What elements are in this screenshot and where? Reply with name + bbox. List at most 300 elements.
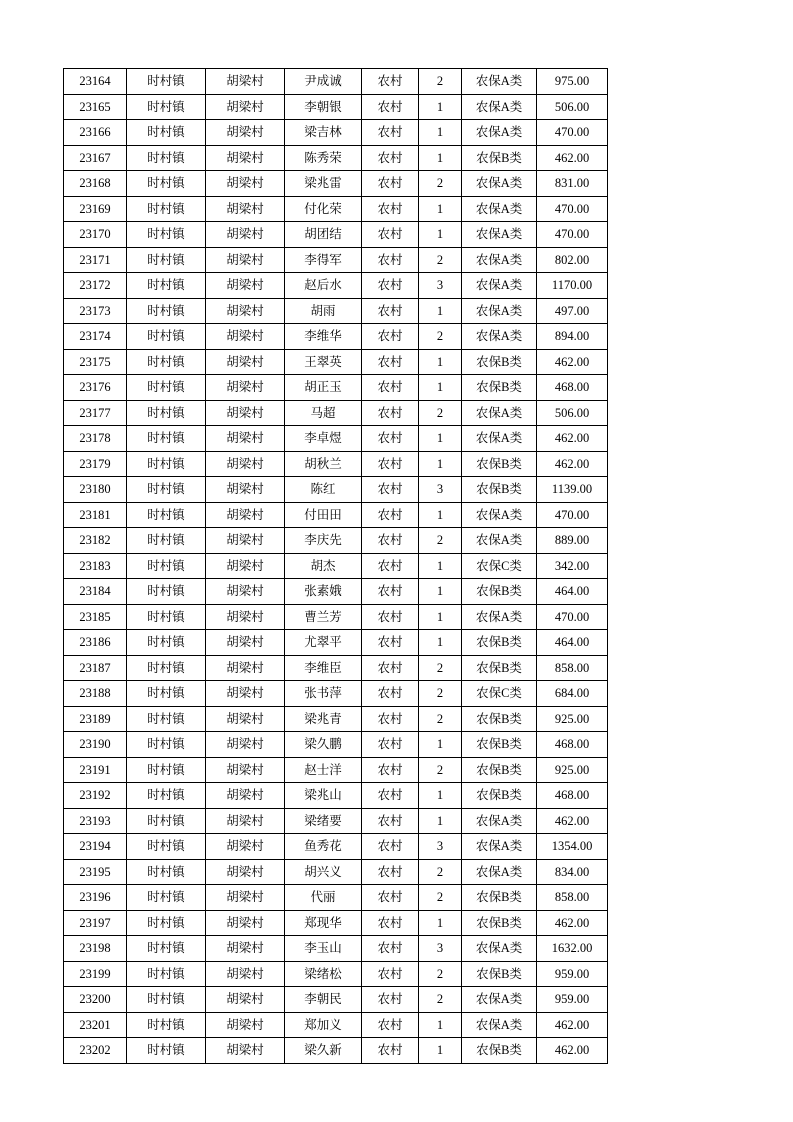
- cell-household-type: 农村: [362, 681, 419, 707]
- cell-amount: 464.00: [537, 630, 608, 656]
- cell-town: 时村镇: [127, 757, 206, 783]
- cell-household-type: 农村: [362, 961, 419, 987]
- table-row: [64, 936, 608, 962]
- cell-amount: 959.00: [537, 987, 608, 1013]
- cell-name: 陈红: [285, 477, 362, 503]
- cell-name: 李维臣: [285, 655, 362, 681]
- cell-amount: 497.00: [537, 298, 608, 324]
- cell-household-type: 农村: [362, 400, 419, 426]
- cell-household-type: 农村: [362, 987, 419, 1013]
- cell-category: 农保B类: [462, 375, 537, 401]
- cell-category: 农保B类: [462, 783, 537, 809]
- cell-person-count: 1: [419, 375, 462, 401]
- cell-amount: 470.00: [537, 222, 608, 248]
- cell-category: 农保B类: [462, 655, 537, 681]
- cell-amount: 470.00: [537, 196, 608, 222]
- cell-village: 胡梁村: [206, 426, 285, 452]
- cell-person-count: 2: [419, 859, 462, 885]
- cell-id: 23179: [64, 451, 127, 477]
- table-row: [64, 477, 608, 503]
- cell-household-type: 农村: [362, 222, 419, 248]
- table-row: [64, 655, 608, 681]
- cell-category: 农保A类: [462, 1012, 537, 1038]
- cell-name: 王翠英: [285, 349, 362, 375]
- cell-category: 农保A类: [462, 604, 537, 630]
- cell-household-type: 农村: [362, 936, 419, 962]
- cell-id: 23184: [64, 579, 127, 605]
- cell-name: 胡雨: [285, 298, 362, 324]
- cell-id: 23200: [64, 987, 127, 1013]
- table-row: [64, 247, 608, 273]
- cell-village: 胡梁村: [206, 910, 285, 936]
- cell-household-type: 农村: [362, 145, 419, 171]
- cell-amount: 462.00: [537, 451, 608, 477]
- cell-name: 胡正玉: [285, 375, 362, 401]
- cell-category: 农保C类: [462, 681, 537, 707]
- cell-town: 时村镇: [127, 222, 206, 248]
- cell-town: 时村镇: [127, 1038, 206, 1064]
- cell-person-count: 1: [419, 502, 462, 528]
- cell-name: 李得军: [285, 247, 362, 273]
- cell-person-count: 2: [419, 885, 462, 911]
- cell-category: 农保A类: [462, 987, 537, 1013]
- cell-town: 时村镇: [127, 655, 206, 681]
- cell-person-count: 2: [419, 655, 462, 681]
- cell-town: 时村镇: [127, 171, 206, 197]
- cell-amount: 831.00: [537, 171, 608, 197]
- cell-household-type: 农村: [362, 477, 419, 503]
- cell-household-type: 农村: [362, 196, 419, 222]
- cell-name: 梁绪松: [285, 961, 362, 987]
- cell-amount: 858.00: [537, 885, 608, 911]
- cell-category: 农保B类: [462, 579, 537, 605]
- cell-town: 时村镇: [127, 502, 206, 528]
- cell-id: 23181: [64, 502, 127, 528]
- cell-town: 时村镇: [127, 349, 206, 375]
- cell-id: 23190: [64, 732, 127, 758]
- cell-name: 马超: [285, 400, 362, 426]
- cell-category: 农保A类: [462, 528, 537, 554]
- cell-id: 23186: [64, 630, 127, 656]
- table-row: [64, 400, 608, 426]
- table-row: [64, 604, 608, 630]
- cell-id: 23182: [64, 528, 127, 554]
- cell-id: 23189: [64, 706, 127, 732]
- cell-name: 李庆先: [285, 528, 362, 554]
- cell-town: 时村镇: [127, 451, 206, 477]
- table-row: [64, 757, 608, 783]
- cell-town: 时村镇: [127, 834, 206, 860]
- cell-amount: 925.00: [537, 757, 608, 783]
- cell-category: 农保A类: [462, 400, 537, 426]
- table-row: [64, 528, 608, 554]
- cell-category: 农保A类: [462, 502, 537, 528]
- cell-household-type: 农村: [362, 349, 419, 375]
- cell-category: 农保B类: [462, 1038, 537, 1064]
- cell-village: 胡梁村: [206, 757, 285, 783]
- table-row: [64, 502, 608, 528]
- cell-amount: 468.00: [537, 375, 608, 401]
- cell-village: 胡梁村: [206, 630, 285, 656]
- cell-person-count: 2: [419, 987, 462, 1013]
- cell-village: 胡梁村: [206, 987, 285, 1013]
- table-row: [64, 1012, 608, 1038]
- cell-person-count: 1: [419, 426, 462, 452]
- cell-household-type: 农村: [362, 298, 419, 324]
- cell-person-count: 1: [419, 145, 462, 171]
- cell-id: 23176: [64, 375, 127, 401]
- cell-village: 胡梁村: [206, 222, 285, 248]
- cell-name: 李维华: [285, 324, 362, 350]
- cell-household-type: 农村: [362, 324, 419, 350]
- cell-category: 农保A类: [462, 196, 537, 222]
- cell-name: 李玉山: [285, 936, 362, 962]
- cell-id: 23195: [64, 859, 127, 885]
- table-row: [64, 553, 608, 579]
- cell-name: 尤翠平: [285, 630, 362, 656]
- cell-household-type: 农村: [362, 630, 419, 656]
- cell-name: 尹成诚: [285, 69, 362, 95]
- cell-id: 23168: [64, 171, 127, 197]
- cell-amount: 1354.00: [537, 834, 608, 860]
- cell-village: 胡梁村: [206, 655, 285, 681]
- cell-category: 农保A类: [462, 120, 537, 146]
- table-row: [64, 859, 608, 885]
- cell-person-count: 2: [419, 757, 462, 783]
- cell-person-count: 2: [419, 171, 462, 197]
- table-row: [64, 834, 608, 860]
- cell-name: 张素娥: [285, 579, 362, 605]
- cell-id: 23193: [64, 808, 127, 834]
- cell-village: 胡梁村: [206, 171, 285, 197]
- cell-household-type: 农村: [362, 502, 419, 528]
- cell-village: 胡梁村: [206, 375, 285, 401]
- cell-amount: 959.00: [537, 961, 608, 987]
- cell-village: 胡梁村: [206, 885, 285, 911]
- cell-person-count: 1: [419, 604, 462, 630]
- cell-category: 农保A类: [462, 324, 537, 350]
- cell-person-count: 1: [419, 783, 462, 809]
- cell-name: 胡杰: [285, 553, 362, 579]
- cell-amount: 858.00: [537, 655, 608, 681]
- cell-person-count: 1: [419, 910, 462, 936]
- cell-village: 胡梁村: [206, 681, 285, 707]
- cell-village: 胡梁村: [206, 502, 285, 528]
- cell-town: 时村镇: [127, 477, 206, 503]
- cell-person-count: 2: [419, 400, 462, 426]
- cell-id: 23187: [64, 655, 127, 681]
- cell-id: 23167: [64, 145, 127, 171]
- cell-id: 23198: [64, 936, 127, 962]
- cell-person-count: 1: [419, 196, 462, 222]
- cell-category: 农保B类: [462, 961, 537, 987]
- cell-village: 胡梁村: [206, 859, 285, 885]
- cell-amount: 889.00: [537, 528, 608, 554]
- cell-amount: 462.00: [537, 808, 608, 834]
- cell-person-count: 1: [419, 120, 462, 146]
- cell-person-count: 3: [419, 834, 462, 860]
- table-row: [64, 298, 608, 324]
- table-row: [64, 579, 608, 605]
- table-row: [64, 196, 608, 222]
- cell-household-type: 农村: [362, 528, 419, 554]
- table-row: [64, 426, 608, 452]
- cell-id: 23194: [64, 834, 127, 860]
- cell-amount: 470.00: [537, 120, 608, 146]
- table-row: [64, 1038, 608, 1064]
- cell-household-type: 农村: [362, 834, 419, 860]
- table-row: [64, 349, 608, 375]
- cell-village: 胡梁村: [206, 273, 285, 299]
- cell-town: 时村镇: [127, 885, 206, 911]
- cell-category: 农保C类: [462, 553, 537, 579]
- cell-amount: 464.00: [537, 579, 608, 605]
- cell-household-type: 农村: [362, 579, 419, 605]
- table-row: [64, 273, 608, 299]
- cell-category: 农保B类: [462, 757, 537, 783]
- cell-amount: 462.00: [537, 910, 608, 936]
- cell-category: 农保B类: [462, 349, 537, 375]
- table-row: [64, 222, 608, 248]
- cell-village: 胡梁村: [206, 783, 285, 809]
- table-row: [64, 783, 608, 809]
- cell-id: 23191: [64, 757, 127, 783]
- cell-household-type: 农村: [362, 859, 419, 885]
- cell-category: 农保B类: [462, 630, 537, 656]
- cell-id: 23172: [64, 273, 127, 299]
- cell-name: 李朝民: [285, 987, 362, 1013]
- cell-name: 李朝银: [285, 94, 362, 120]
- cell-category: 农保A类: [462, 808, 537, 834]
- cell-category: 农保A类: [462, 859, 537, 885]
- table-row: [64, 120, 608, 146]
- cell-id: 23175: [64, 349, 127, 375]
- cell-name: 梁吉林: [285, 120, 362, 146]
- cell-amount: 684.00: [537, 681, 608, 707]
- cell-household-type: 农村: [362, 910, 419, 936]
- table-row: [64, 171, 608, 197]
- table-row: [64, 706, 608, 732]
- cell-category: 农保A类: [462, 273, 537, 299]
- cell-village: 胡梁村: [206, 69, 285, 95]
- table-body: [64, 69, 608, 1064]
- table-row: [64, 451, 608, 477]
- cell-village: 胡梁村: [206, 1012, 285, 1038]
- cell-person-count: 1: [419, 94, 462, 120]
- beneficiary-table: [63, 68, 608, 1064]
- cell-person-count: 1: [419, 298, 462, 324]
- cell-household-type: 农村: [362, 426, 419, 452]
- cell-amount: 462.00: [537, 1038, 608, 1064]
- cell-town: 时村镇: [127, 630, 206, 656]
- cell-category: 农保B类: [462, 732, 537, 758]
- table-row: [64, 885, 608, 911]
- cell-category: 农保B类: [462, 910, 537, 936]
- cell-household-type: 农村: [362, 69, 419, 95]
- cell-village: 胡梁村: [206, 94, 285, 120]
- cell-town: 时村镇: [127, 426, 206, 452]
- cell-id: 23173: [64, 298, 127, 324]
- table-row: [64, 961, 608, 987]
- cell-village: 胡梁村: [206, 247, 285, 273]
- cell-name: 代丽: [285, 885, 362, 911]
- cell-village: 胡梁村: [206, 579, 285, 605]
- cell-town: 时村镇: [127, 604, 206, 630]
- cell-village: 胡梁村: [206, 400, 285, 426]
- cell-person-count: 1: [419, 579, 462, 605]
- cell-village: 胡梁村: [206, 196, 285, 222]
- cell-amount: 506.00: [537, 94, 608, 120]
- cell-town: 时村镇: [127, 196, 206, 222]
- cell-name: 梁兆雷: [285, 171, 362, 197]
- cell-town: 时村镇: [127, 987, 206, 1013]
- cell-household-type: 农村: [362, 885, 419, 911]
- cell-name: 郑现华: [285, 910, 362, 936]
- cell-household-type: 农村: [362, 1012, 419, 1038]
- cell-amount: 468.00: [537, 732, 608, 758]
- cell-amount: 1632.00: [537, 936, 608, 962]
- cell-id: 23170: [64, 222, 127, 248]
- table-row: [64, 375, 608, 401]
- cell-person-count: 1: [419, 732, 462, 758]
- cell-household-type: 农村: [362, 808, 419, 834]
- cell-household-type: 农村: [362, 120, 419, 146]
- cell-household-type: 农村: [362, 451, 419, 477]
- cell-village: 胡梁村: [206, 324, 285, 350]
- cell-name: 梁绪要: [285, 808, 362, 834]
- cell-name: 陈秀荣: [285, 145, 362, 171]
- cell-name: 曹兰芳: [285, 604, 362, 630]
- cell-town: 时村镇: [127, 553, 206, 579]
- cell-town: 时村镇: [127, 400, 206, 426]
- cell-town: 时村镇: [127, 298, 206, 324]
- cell-household-type: 农村: [362, 171, 419, 197]
- cell-id: 23192: [64, 783, 127, 809]
- cell-town: 时村镇: [127, 324, 206, 350]
- cell-amount: 470.00: [537, 604, 608, 630]
- cell-town: 时村镇: [127, 375, 206, 401]
- table-row: [64, 681, 608, 707]
- cell-village: 胡梁村: [206, 298, 285, 324]
- cell-person-count: 1: [419, 630, 462, 656]
- table-row: [64, 910, 608, 936]
- cell-id: 23185: [64, 604, 127, 630]
- cell-person-count: 3: [419, 477, 462, 503]
- cell-name: 胡兴义: [285, 859, 362, 885]
- cell-village: 胡梁村: [206, 451, 285, 477]
- cell-village: 胡梁村: [206, 553, 285, 579]
- table-row: [64, 987, 608, 1013]
- cell-town: 时村镇: [127, 783, 206, 809]
- cell-person-count: 1: [419, 451, 462, 477]
- cell-person-count: 1: [419, 349, 462, 375]
- cell-household-type: 农村: [362, 706, 419, 732]
- table-row: [64, 630, 608, 656]
- cell-name: 梁久新: [285, 1038, 362, 1064]
- cell-village: 胡梁村: [206, 961, 285, 987]
- cell-person-count: 2: [419, 528, 462, 554]
- cell-person-count: 2: [419, 247, 462, 273]
- cell-amount: 462.00: [537, 349, 608, 375]
- cell-category: 农保B类: [462, 145, 537, 171]
- cell-town: 时村镇: [127, 910, 206, 936]
- cell-name: 付化荣: [285, 196, 362, 222]
- cell-person-count: 3: [419, 273, 462, 299]
- cell-category: 农保A类: [462, 298, 537, 324]
- cell-household-type: 农村: [362, 732, 419, 758]
- cell-town: 时村镇: [127, 808, 206, 834]
- cell-amount: 1170.00: [537, 273, 608, 299]
- cell-amount: 975.00: [537, 69, 608, 95]
- cell-id: 23183: [64, 553, 127, 579]
- cell-category: 农保A类: [462, 171, 537, 197]
- cell-id: 23174: [64, 324, 127, 350]
- cell-town: 时村镇: [127, 145, 206, 171]
- cell-person-count: 2: [419, 961, 462, 987]
- table-row: [64, 324, 608, 350]
- cell-village: 胡梁村: [206, 120, 285, 146]
- cell-village: 胡梁村: [206, 936, 285, 962]
- cell-id: 23196: [64, 885, 127, 911]
- cell-village: 胡梁村: [206, 1038, 285, 1064]
- cell-id: 23171: [64, 247, 127, 273]
- table-row: [64, 94, 608, 120]
- cell-category: 农保B类: [462, 477, 537, 503]
- cell-town: 时村镇: [127, 1012, 206, 1038]
- cell-id: 23164: [64, 69, 127, 95]
- table-row: [64, 808, 608, 834]
- cell-id: 23201: [64, 1012, 127, 1038]
- cell-person-count: 1: [419, 808, 462, 834]
- cell-town: 时村镇: [127, 94, 206, 120]
- cell-amount: 1139.00: [537, 477, 608, 503]
- cell-town: 时村镇: [127, 69, 206, 95]
- cell-village: 胡梁村: [206, 145, 285, 171]
- cell-name: 张书萍: [285, 681, 362, 707]
- cell-town: 时村镇: [127, 247, 206, 273]
- cell-person-count: 1: [419, 222, 462, 248]
- cell-household-type: 农村: [362, 273, 419, 299]
- cell-id: 23169: [64, 196, 127, 222]
- cell-town: 时村镇: [127, 579, 206, 605]
- cell-id: 23197: [64, 910, 127, 936]
- cell-category: 农保B类: [462, 885, 537, 911]
- cell-town: 时村镇: [127, 528, 206, 554]
- cell-household-type: 农村: [362, 655, 419, 681]
- cell-town: 时村镇: [127, 961, 206, 987]
- cell-person-count: 3: [419, 936, 462, 962]
- table-row: [64, 69, 608, 95]
- cell-town: 时村镇: [127, 681, 206, 707]
- cell-id: 23202: [64, 1038, 127, 1064]
- cell-id: 23188: [64, 681, 127, 707]
- cell-category: 农保A类: [462, 69, 537, 95]
- table-row: [64, 145, 608, 171]
- cell-household-type: 农村: [362, 94, 419, 120]
- cell-town: 时村镇: [127, 859, 206, 885]
- cell-household-type: 农村: [362, 375, 419, 401]
- cell-id: 23180: [64, 477, 127, 503]
- cell-village: 胡梁村: [206, 349, 285, 375]
- cell-person-count: 1: [419, 553, 462, 579]
- cell-household-type: 农村: [362, 247, 419, 273]
- table-row: [64, 732, 608, 758]
- cell-category: 农保A类: [462, 834, 537, 860]
- cell-name: 梁兆山: [285, 783, 362, 809]
- cell-name: 郑加义: [285, 1012, 362, 1038]
- cell-amount: 894.00: [537, 324, 608, 350]
- cell-name: 鱼秀花: [285, 834, 362, 860]
